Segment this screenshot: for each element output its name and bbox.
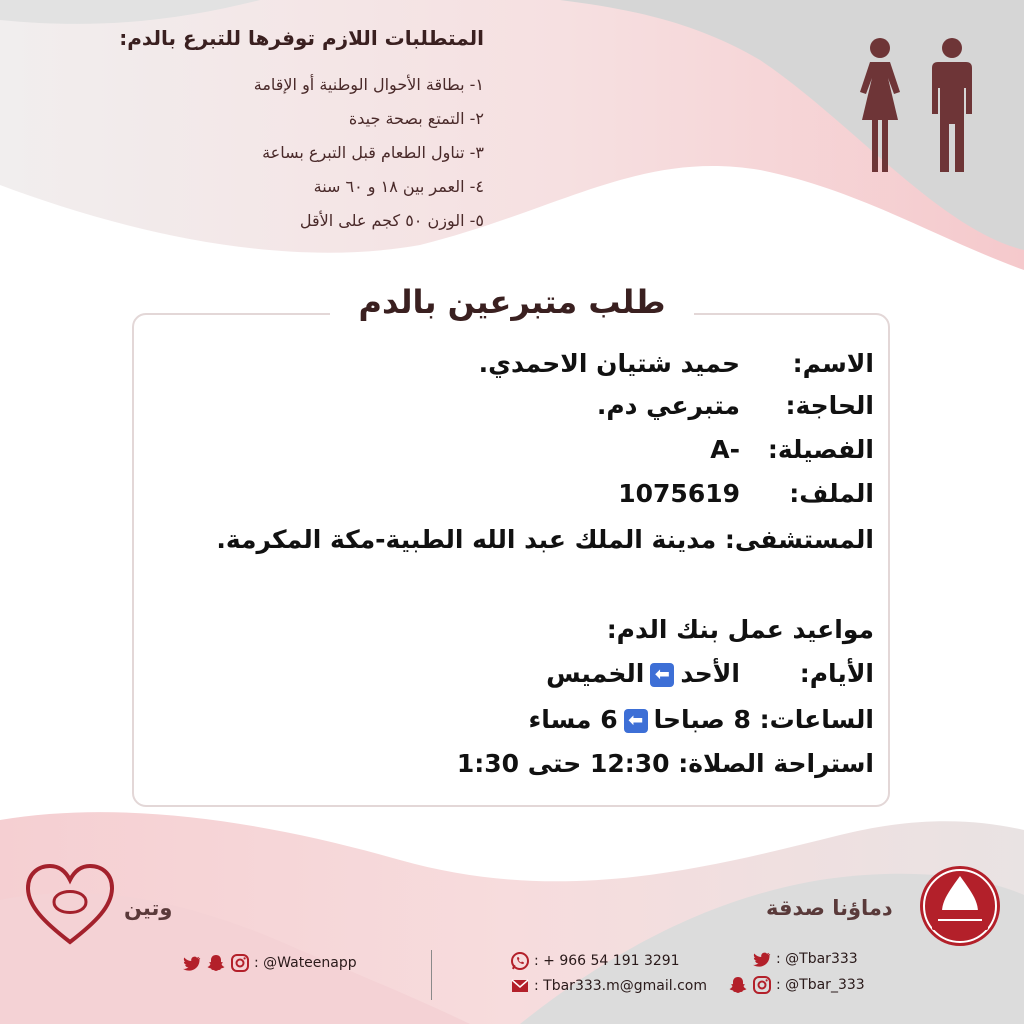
- instagram-icon[interactable]: [752, 975, 772, 995]
- email-contact: [510, 975, 707, 997]
- days-row: [174, 652, 874, 696]
- blood-type-row: [174, 428, 874, 472]
- arrow-left-icon: ⬅: [624, 709, 648, 733]
- hospital-row: [174, 518, 874, 562]
- male-female-icon: [842, 36, 982, 176]
- name-value: حميد شتيان الاحمدي.: [478, 349, 740, 378]
- left-brand: وتين: [124, 896, 173, 920]
- requirement-item: ٣- تناول الطعام قبل التبرع بساعة: [262, 143, 484, 162]
- requirement-item: ٥- الوزن ٥٠ كجم على الأقل: [299, 211, 484, 230]
- right-brand: دماؤنا صدقة: [766, 896, 893, 920]
- card-title: طلب متبرعين بالدم: [330, 276, 694, 328]
- hospital-value: مدينة الملك عبد الله الطبية-مكة المكرمة.: [216, 525, 717, 554]
- times-to: 6 مساء: [528, 705, 618, 734]
- file-row: [174, 472, 874, 516]
- email-address[interactable]: : Tbar333.m@gmail.com: [534, 978, 707, 994]
- twitter-icon[interactable]: [182, 953, 202, 973]
- prayer-label: استراحة الصلاة:: [678, 749, 874, 778]
- tbar-twitter-handle[interactable]: : @Tbar333: [776, 951, 858, 967]
- need-row: [174, 384, 874, 428]
- hospital-label: المستشفى:: [724, 525, 874, 554]
- hours-heading: مواعيد عمل بنك الدم:: [606, 615, 874, 644]
- requirements-title: المتطلبات اللازم توفرها للتبرع بالدم:: [119, 26, 484, 50]
- days-from: الأحد: [680, 659, 740, 688]
- twitter-icon[interactable]: [752, 949, 772, 969]
- file-value: 1075619: [618, 479, 740, 508]
- file-label: الملف:: [789, 479, 874, 508]
- wateen-social: [182, 952, 357, 974]
- snapchat-icon[interactable]: [728, 975, 748, 995]
- requirement-item: ١- بطاقة الأحوال الوطنية أو الإقامة: [253, 75, 484, 94]
- snapchat-icon[interactable]: [206, 953, 226, 973]
- phone-contact: [510, 950, 680, 972]
- need-value: متبرعي دم.: [596, 391, 740, 420]
- wateen-handle[interactable]: : @Wateenapp: [254, 955, 357, 971]
- requirement-item: ٤- العمر بين ١٨ و ٦٠ سنة: [313, 177, 484, 196]
- blood-type-label: الفصيلة:: [767, 435, 874, 464]
- times-from: 8 صباحا: [653, 705, 751, 734]
- days-to: الخميس: [546, 659, 645, 688]
- footer-divider: [431, 950, 432, 1000]
- tbar-twitter: [752, 948, 858, 970]
- name-row: [174, 342, 874, 386]
- days-label: الأيام:: [799, 659, 874, 688]
- arrow-left-icon: ⬅: [650, 663, 674, 687]
- heart-logo-icon: [24, 862, 116, 946]
- tbar-snap-insta: [728, 974, 865, 996]
- name-label: الاسم:: [792, 349, 874, 378]
- times-row: [174, 698, 874, 742]
- requirements-list: [24, 68, 484, 238]
- blood-type-value: A-: [710, 435, 740, 464]
- requirement-item: ٢- التمتع بصحة جيدة: [348, 109, 484, 128]
- times-label: الساعات:: [759, 705, 874, 734]
- instagram-icon[interactable]: [230, 953, 250, 973]
- blood-drop-logo-icon: [918, 864, 1002, 948]
- email-icon[interactable]: [510, 976, 530, 996]
- need-label: الحاجة:: [785, 391, 874, 420]
- prayer-row: [174, 742, 874, 786]
- phone-number[interactable]: : + 966 54 191 3291: [534, 953, 680, 969]
- prayer-value: 12:30 حتى 1:30: [456, 749, 670, 778]
- whatsapp-icon[interactable]: [510, 951, 530, 971]
- tbar-snap-insta-handle[interactable]: : @Tbar_333: [776, 977, 865, 993]
